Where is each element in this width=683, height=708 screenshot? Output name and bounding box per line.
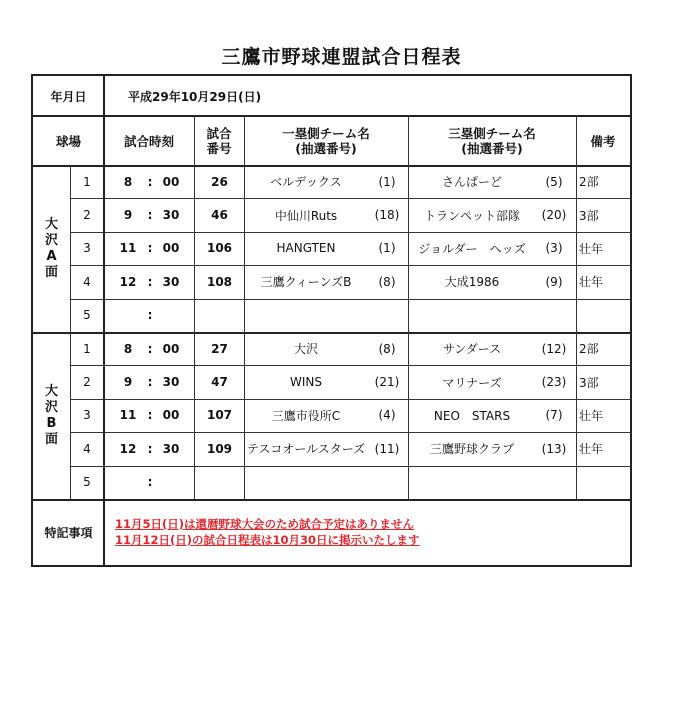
- time-hour: [108, 466, 148, 499]
- remarks: [579, 299, 629, 332]
- remarks: 壮年: [579, 275, 604, 290]
- game-number: 109: [206, 441, 233, 456]
- header-time: 試合時刻: [123, 133, 174, 149]
- time-hour: 12: [119, 274, 137, 289]
- remarks: 3部: [579, 375, 599, 390]
- first-base-team: ベルデックス: [270, 175, 342, 190]
- time-colon: :: [147, 375, 153, 390]
- venue-label: [33, 332, 70, 499]
- time-hour: [108, 299, 148, 332]
- time-hour: 8: [123, 341, 133, 356]
- third-base-lottery: (20): [541, 208, 567, 223]
- notes-label: 特記事項: [44, 526, 93, 540]
- note-line-2: 11月12日(日)の試合日程表は10月30日に掲示いたします: [115, 533, 420, 547]
- third-base-lottery: (13): [541, 441, 567, 456]
- rule-team2-col: [408, 115, 409, 499]
- game-number: [195, 466, 244, 499]
- first-base-lottery: [367, 466, 407, 499]
- first-base-team: 三鷹市役所C: [271, 408, 341, 423]
- remarks: 2部: [579, 175, 599, 190]
- slot-number: 2: [83, 208, 91, 223]
- remarks: 壮年: [579, 442, 604, 457]
- slot-number: 3: [83, 408, 91, 423]
- rule-header-bottom: [31, 165, 632, 167]
- time-minute: 00: [162, 174, 180, 189]
- game-number: 47: [211, 375, 228, 390]
- third-base-team: トランペット部隊: [423, 208, 520, 223]
- date-label: 年月日: [50, 90, 87, 104]
- first-base-lottery: (21): [374, 375, 400, 390]
- third-base-team: NEO STARS: [433, 408, 511, 423]
- time-colon: :: [147, 274, 153, 289]
- third-base-team: さんぱーど: [441, 175, 502, 190]
- first-base-team: 大沢: [293, 342, 318, 357]
- slot-number: 5: [83, 475, 91, 490]
- game-number: 107: [206, 408, 233, 423]
- slot-number: 1: [83, 174, 91, 189]
- venue-char: 大: [44, 383, 58, 399]
- time-colon: :: [147, 475, 153, 490]
- header-third-base-team: 三塁側チーム名 (抽選番号): [448, 126, 536, 156]
- first-base-lottery: (8): [378, 274, 396, 289]
- game-number: 106: [206, 241, 233, 256]
- first-base-team: 三鷹クィーンズB: [260, 275, 352, 290]
- third-base-lottery: (3): [545, 241, 563, 256]
- first-base-team: 中仙川Ruts: [274, 208, 338, 223]
- date-value: 平成29年10月29日(日): [128, 90, 262, 104]
- first-base-lottery: (4): [378, 408, 396, 423]
- third-base-lottery: (12): [541, 341, 567, 356]
- remarks: 壮年: [579, 241, 604, 256]
- first-base-lottery: (1): [378, 174, 396, 189]
- game-number: 26: [211, 174, 228, 189]
- time-colon: :: [147, 241, 153, 256]
- third-base-team: サンダース: [442, 342, 502, 357]
- first-base-team: [245, 466, 367, 499]
- third-base-lottery: (23): [541, 375, 567, 390]
- third-base-team: 三鷹野球クラブ: [429, 442, 514, 457]
- rule-no-col: [70, 165, 71, 499]
- remarks: 壮年: [579, 408, 604, 423]
- third-base-lottery: (7): [545, 408, 563, 423]
- slot-number: 5: [83, 308, 91, 323]
- slot-number: 4: [83, 441, 91, 456]
- time-minute: 00: [162, 241, 180, 256]
- time-minute: 30: [162, 208, 180, 223]
- third-base-team: [410, 299, 534, 332]
- time-colon: :: [147, 408, 153, 423]
- time-minute: 30: [162, 375, 180, 390]
- first-base-team: WINS: [290, 375, 322, 390]
- time-minute: 30: [162, 274, 180, 289]
- third-base-team: マリナーズ: [442, 375, 502, 390]
- third-base-lottery: [534, 299, 574, 332]
- venue-char: 大: [44, 216, 58, 232]
- time-colon: :: [147, 208, 153, 223]
- rule-game-col: [194, 115, 195, 499]
- note-line-1: 11月5日(日)は還暦野球大会のため試合予定はありません: [115, 517, 415, 531]
- first-base-lottery: [367, 299, 407, 332]
- venue-char: A: [46, 248, 57, 264]
- rule-date-bottom: [31, 115, 632, 117]
- venue-label: [33, 165, 70, 332]
- slot-number: 2: [83, 375, 91, 390]
- time-hour: 8: [123, 174, 133, 189]
- third-base-lottery: [534, 466, 574, 499]
- third-base-team: [410, 466, 534, 499]
- time-hour: 11: [119, 408, 137, 423]
- third-base-lottery: (5): [545, 174, 563, 189]
- remarks: 3部: [579, 208, 599, 223]
- venue-char: 沢: [44, 232, 58, 248]
- header-remarks: 備考: [590, 133, 616, 149]
- third-base-lottery: (9): [545, 274, 563, 289]
- third-base-team: ジョルダー ヘッズ: [418, 241, 526, 256]
- rule-label-col: [103, 74, 105, 567]
- first-base-lottery: (1): [378, 241, 396, 256]
- time-minute: [156, 466, 186, 499]
- time-minute: [156, 299, 186, 332]
- time-minute: 00: [162, 341, 180, 356]
- first-base-lottery: (18): [374, 208, 400, 223]
- first-base-team: テスコオールスターズ: [246, 442, 366, 457]
- time-minute: 00: [162, 408, 180, 423]
- remarks: [579, 466, 629, 499]
- game-number: 46: [211, 208, 228, 223]
- venue-char: 沢: [44, 399, 58, 415]
- slot-number: 3: [83, 241, 91, 256]
- time-colon: :: [147, 174, 153, 189]
- rule-group-a-bottom: [31, 332, 632, 334]
- venue-char: B: [46, 415, 57, 431]
- time-hour: 12: [119, 441, 137, 456]
- time-hour: 11: [119, 241, 137, 256]
- game-number: 108: [206, 274, 233, 289]
- venue-char: 面: [44, 264, 58, 280]
- rule-group-b-bottom: [31, 499, 632, 501]
- game-number: [195, 299, 244, 332]
- first-base-team: [245, 299, 367, 332]
- venue-char: 面: [44, 431, 58, 447]
- header-first-base-team: 一塁側チーム名 (抽選番号): [282, 126, 370, 156]
- remarks: 2部: [579, 342, 599, 357]
- first-base-team: HANGTEN: [276, 241, 336, 256]
- page-title: 三鷹市野球連盟試合日程表: [221, 46, 462, 68]
- rule-team1-col: [244, 115, 245, 499]
- time-hour: 9: [123, 375, 133, 390]
- time-colon: :: [147, 308, 153, 323]
- header-venue: 球場: [55, 133, 81, 149]
- time-hour: 9: [123, 208, 133, 223]
- time-colon: :: [147, 441, 153, 456]
- slot-number: 1: [83, 341, 91, 356]
- header-game-number: 試合 番号: [206, 126, 232, 156]
- time-minute: 30: [162, 441, 180, 456]
- rule-remarks-col: [576, 115, 577, 499]
- first-base-lottery: (11): [374, 441, 400, 456]
- third-base-team: 大成1986: [444, 275, 500, 290]
- slot-number: 4: [83, 274, 91, 289]
- time-colon: :: [147, 341, 153, 356]
- game-number: 27: [211, 341, 228, 356]
- first-base-lottery: (8): [378, 341, 396, 356]
